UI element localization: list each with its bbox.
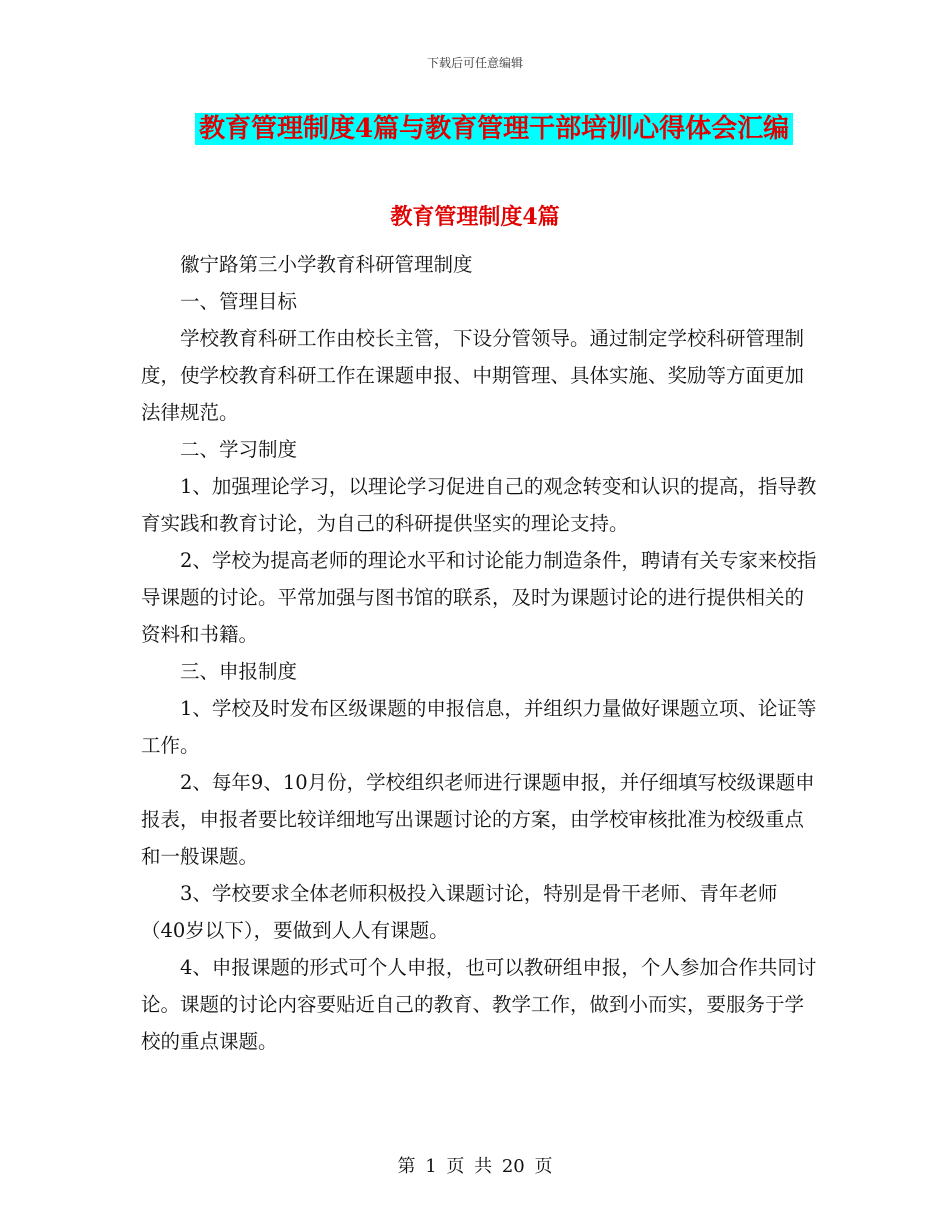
paragraph-apply-3: 3、学校要求全体老师积极投入课题讨论，特别是骨干老师、青年老师（40岁以下），要做到人人有课题。 bbox=[141, 882, 778, 942]
paragraph-goals: 学校教育科研工作由校长主管，下设分管领导。通过制定学校科研管理制度，使学校教育科研工作在课题申报、中期管理、具体实施、奖励等方面更加法律规范。 bbox=[141, 327, 805, 424]
header-note: 下载后可任意编辑 bbox=[426, 56, 523, 70]
paragraph-study-1: 1、加强理论学习，以理论学习促进自己的观念转变和认识的提高，指导教育实践和教育讨论，为自己的科研提供坚实的理论支持。 bbox=[141, 475, 817, 535]
paragraph-school-title: 徽宁路第三小学教育科研管理制度 bbox=[180, 253, 473, 276]
page-indicator: 第 1 页 共 20 页 bbox=[397, 1156, 553, 1177]
document-main-title: 教育管理制度4篇与教育管理干部培训心得体会汇编 bbox=[195, 113, 793, 145]
paragraph-apply-2: 2、每年9、10月份，学校组织老师进行课题申报，并仔细填写校级课题申报表，申报者要比较详细地写出课题讨论的方案，由学校审核批准为校级重点和一般课题。 bbox=[141, 771, 815, 868]
paragraph-heading-study: 二、学习制度 bbox=[180, 438, 298, 461]
paragraph-heading-apply: 三、申报制度 bbox=[180, 660, 298, 683]
paragraph-heading-goals: 一、管理目标 bbox=[180, 290, 298, 313]
document-body bbox=[141, 246, 821, 1060]
paragraph-apply-4: 4、申报课题的形式可个人申报，也可以教研组申报，个人参加合作共同讨论。课题的讨论内容要贴近自己的教育、教学工作，做到小而实，要服务于学校的重点课题。 bbox=[141, 956, 817, 1053]
paragraph-apply-1: 1、学校及时发布区级课题的申报信息，并组织力量做好课题立项、论证等工作。 bbox=[141, 697, 817, 757]
section-title: 教育管理制度4篇 bbox=[390, 204, 560, 230]
paragraph-study-2: 2、学校为提高老师的理论水平和讨论能力制造条件，聘请有关专家来校指导课题的讨论。平常加强与图书馆的联系，及时为课题讨论的进行提供相关的资料和书籍。 bbox=[141, 549, 817, 646]
